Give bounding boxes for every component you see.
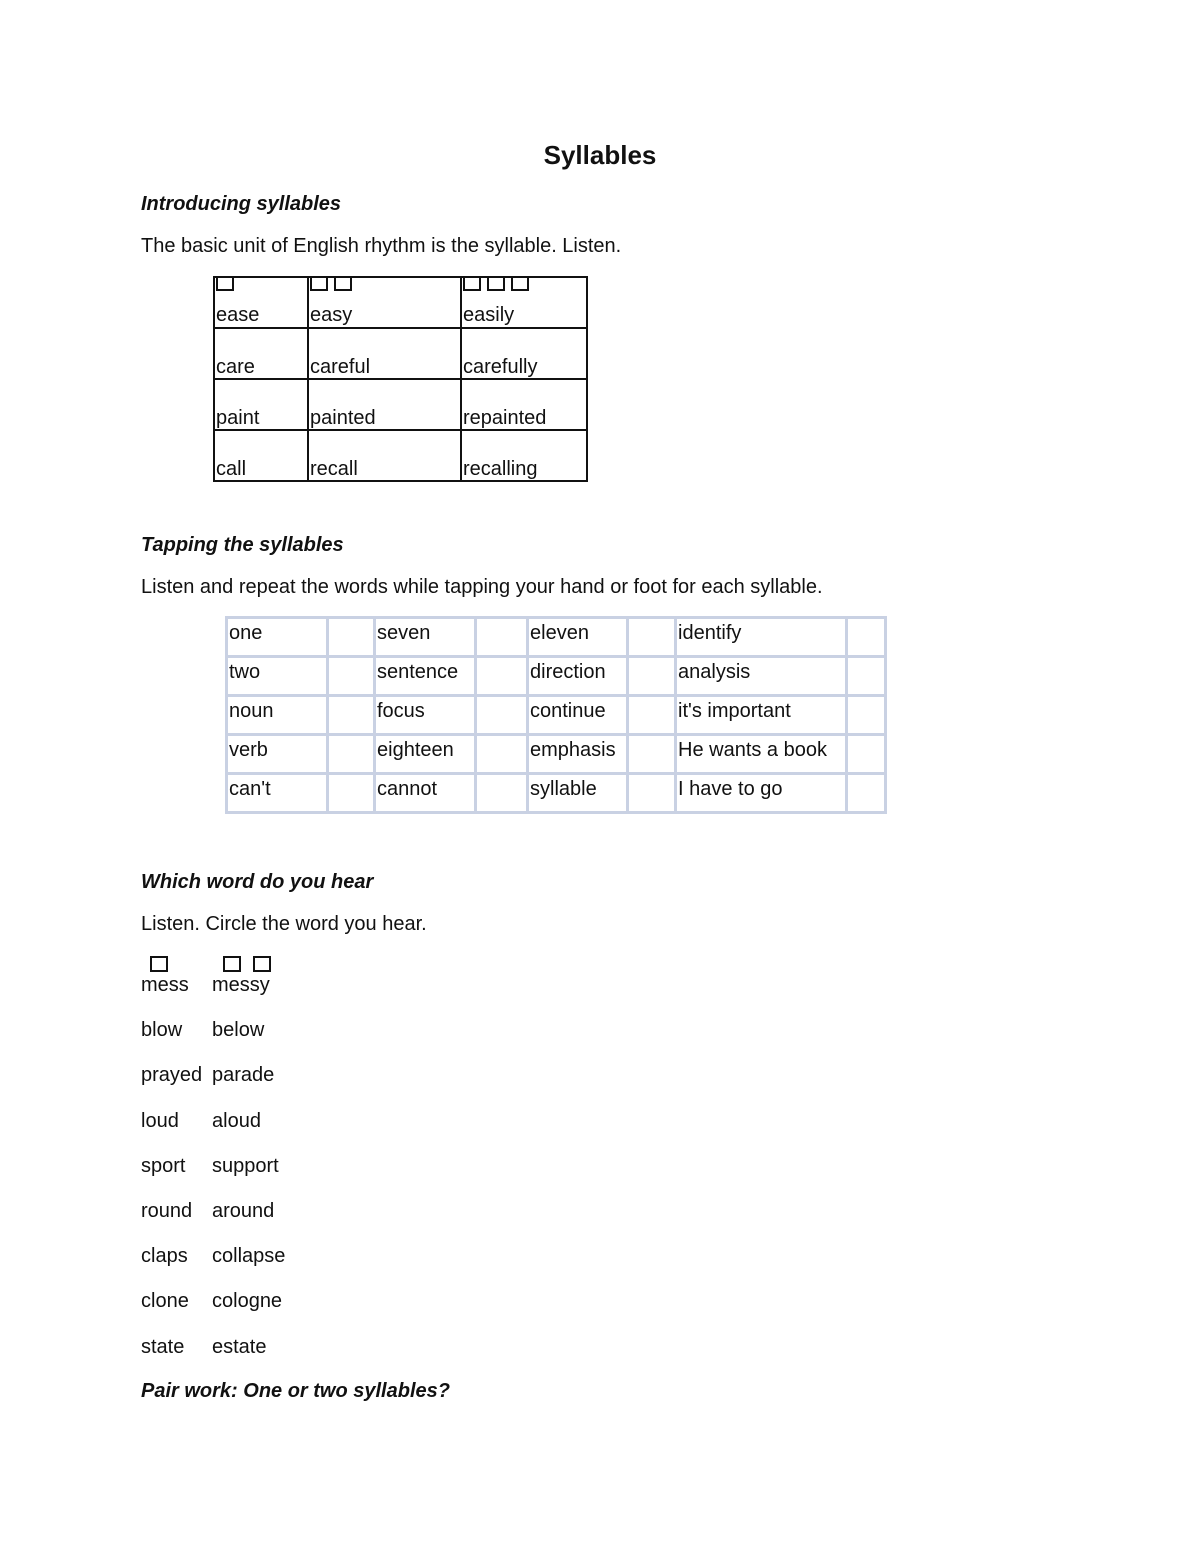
word-cell: identify bbox=[676, 618, 847, 657]
table-cell bbox=[214, 379, 308, 430]
word: call bbox=[216, 458, 247, 480]
one-syllable-word[interactable]: sport bbox=[141, 1154, 186, 1177]
syllable-box-icon bbox=[216, 278, 234, 291]
one-syllable-word[interactable]: prayed bbox=[141, 1064, 203, 1087]
table-cell bbox=[214, 328, 308, 379]
word-cell: emphasis bbox=[528, 735, 628, 774]
one-syllable-word[interactable]: round bbox=[141, 1199, 193, 1222]
word: recall bbox=[310, 458, 358, 480]
table-row bbox=[214, 328, 587, 379]
intro-instruction: The basic unit of English rhythm is the syllable. Listen. bbox=[141, 235, 622, 257]
one-syllable-word[interactable]: claps bbox=[141, 1245, 188, 1268]
syllable-box-icon bbox=[511, 278, 529, 291]
tap-cell bbox=[328, 618, 375, 657]
word: recalling bbox=[463, 458, 538, 480]
syllable-box-icon bbox=[487, 278, 505, 291]
tap-cell bbox=[328, 696, 375, 735]
two-syllable-word[interactable]: around bbox=[212, 1199, 275, 1222]
tap-cell bbox=[476, 618, 528, 657]
one-syllable-word[interactable]: loud bbox=[141, 1109, 179, 1132]
one-syllable-word[interactable]: mess bbox=[141, 974, 189, 996]
syllable-box-icon bbox=[334, 278, 352, 291]
tap-cell bbox=[847, 657, 886, 696]
word-cell: can't bbox=[227, 774, 328, 813]
word-cell: continue bbox=[528, 696, 628, 735]
table-row bbox=[227, 774, 886, 813]
word-cell: seven bbox=[375, 618, 476, 657]
word: painted bbox=[310, 407, 376, 429]
list-item bbox=[141, 972, 341, 1017]
tap-cell bbox=[628, 657, 676, 696]
word: care bbox=[216, 356, 255, 378]
tap-cell bbox=[847, 696, 886, 735]
tap-cell bbox=[628, 618, 676, 657]
syllable-box-icon bbox=[310, 278, 328, 291]
tap-cell bbox=[476, 735, 528, 774]
word-cell: it's important bbox=[676, 696, 847, 735]
word-pair-list bbox=[141, 972, 341, 1379]
table-row bbox=[227, 696, 886, 735]
list-item bbox=[141, 1062, 341, 1107]
word: easy bbox=[310, 304, 353, 326]
syllable-boxes bbox=[310, 278, 460, 292]
section-heading-which-word: Which word do you hear bbox=[141, 871, 374, 893]
list-item bbox=[141, 1198, 341, 1243]
tap-cell bbox=[476, 774, 528, 813]
tap-cell bbox=[847, 774, 886, 813]
tap-cell bbox=[328, 774, 375, 813]
tap-cell bbox=[328, 657, 375, 696]
which-word-instruction: Listen. Circle the word you hear. bbox=[141, 913, 427, 935]
table-row bbox=[214, 430, 587, 481]
word: ease bbox=[216, 304, 260, 326]
tapping-instruction: Listen and repeat the words while tapping your hand or foot for each syllable. bbox=[141, 576, 823, 598]
word-cell: one bbox=[227, 618, 328, 657]
list-item bbox=[141, 1334, 341, 1379]
word-cell: I have to go bbox=[676, 774, 847, 813]
list-item bbox=[141, 1153, 341, 1198]
table-row bbox=[227, 618, 886, 657]
tap-cell bbox=[847, 735, 886, 774]
syllable-box-icon bbox=[223, 956, 241, 972]
word: easily bbox=[463, 304, 515, 326]
one-syllable-word[interactable]: clone bbox=[141, 1290, 189, 1313]
word-cell: eleven bbox=[528, 618, 628, 657]
one-syllable-word[interactable]: blow bbox=[141, 1019, 183, 1042]
word-cell: analysis bbox=[676, 657, 847, 696]
list-item bbox=[141, 1108, 341, 1153]
word-cell: focus bbox=[375, 696, 476, 735]
table-row bbox=[214, 379, 587, 430]
word-cell: syllable bbox=[528, 774, 628, 813]
tap-cell bbox=[628, 696, 676, 735]
two-syllable-word[interactable]: collapse bbox=[212, 1245, 286, 1268]
tap-cell bbox=[476, 696, 528, 735]
table-cell bbox=[461, 277, 587, 328]
table-cell bbox=[461, 430, 587, 481]
table-cell bbox=[308, 328, 461, 379]
tap-cell bbox=[476, 657, 528, 696]
table-row bbox=[214, 277, 587, 328]
syllable-box-icon bbox=[463, 278, 481, 291]
word-cell: cannot bbox=[375, 774, 476, 813]
word-cell: noun bbox=[227, 696, 328, 735]
two-syllable-word[interactable]: aloud bbox=[212, 1109, 261, 1132]
syllable-pattern-table bbox=[213, 276, 588, 482]
tap-cell bbox=[628, 735, 676, 774]
word-cell: sentence bbox=[375, 657, 476, 696]
table-cell bbox=[214, 277, 308, 328]
syllable-boxes bbox=[463, 278, 586, 292]
syllable-boxes bbox=[216, 278, 307, 292]
two-syllable-word[interactable]: parade bbox=[212, 1064, 275, 1087]
tap-cell bbox=[847, 618, 886, 657]
two-syllable-word[interactable]: support bbox=[212, 1154, 279, 1177]
word-cell: He wants a book bbox=[676, 735, 847, 774]
two-syllable-word[interactable]: estate bbox=[212, 1335, 267, 1358]
word-cell: verb bbox=[227, 735, 328, 774]
word-cell: two bbox=[227, 657, 328, 696]
word: paint bbox=[216, 407, 260, 429]
page-title: Syllables bbox=[543, 140, 657, 170]
tap-cell bbox=[628, 774, 676, 813]
two-syllable-word[interactable]: below bbox=[212, 1019, 265, 1042]
word: repainted bbox=[463, 407, 547, 429]
table-cell bbox=[461, 379, 587, 430]
list-item bbox=[141, 1017, 341, 1062]
one-syllable-box-icon bbox=[150, 956, 168, 972]
list-item bbox=[141, 1243, 341, 1288]
table-cell bbox=[461, 328, 587, 379]
word-cell: direction bbox=[528, 657, 628, 696]
table-cell bbox=[308, 379, 461, 430]
table-row bbox=[227, 735, 886, 774]
section-heading-introducing: Introducing syllables bbox=[141, 193, 342, 215]
two-syllable-word[interactable]: cologne bbox=[212, 1290, 283, 1313]
two-syllable-word[interactable]: messy bbox=[212, 974, 270, 996]
word-cell: eighteen bbox=[375, 735, 476, 774]
table-row bbox=[227, 657, 886, 696]
tapping-table bbox=[225, 616, 887, 814]
table-cell bbox=[214, 430, 308, 481]
list-item bbox=[141, 1288, 341, 1333]
one-syllable-word[interactable]: state bbox=[141, 1335, 185, 1358]
tap-cell bbox=[328, 735, 375, 774]
word: careful bbox=[310, 356, 371, 378]
word: carefully bbox=[463, 356, 538, 378]
table-cell bbox=[308, 277, 461, 328]
table-cell bbox=[308, 430, 461, 481]
section-heading-tapping: Tapping the syllables bbox=[141, 534, 344, 556]
section-heading-pair-work: Pair work: One or two syllables? bbox=[141, 1380, 450, 1402]
syllable-box-icon bbox=[253, 956, 271, 972]
